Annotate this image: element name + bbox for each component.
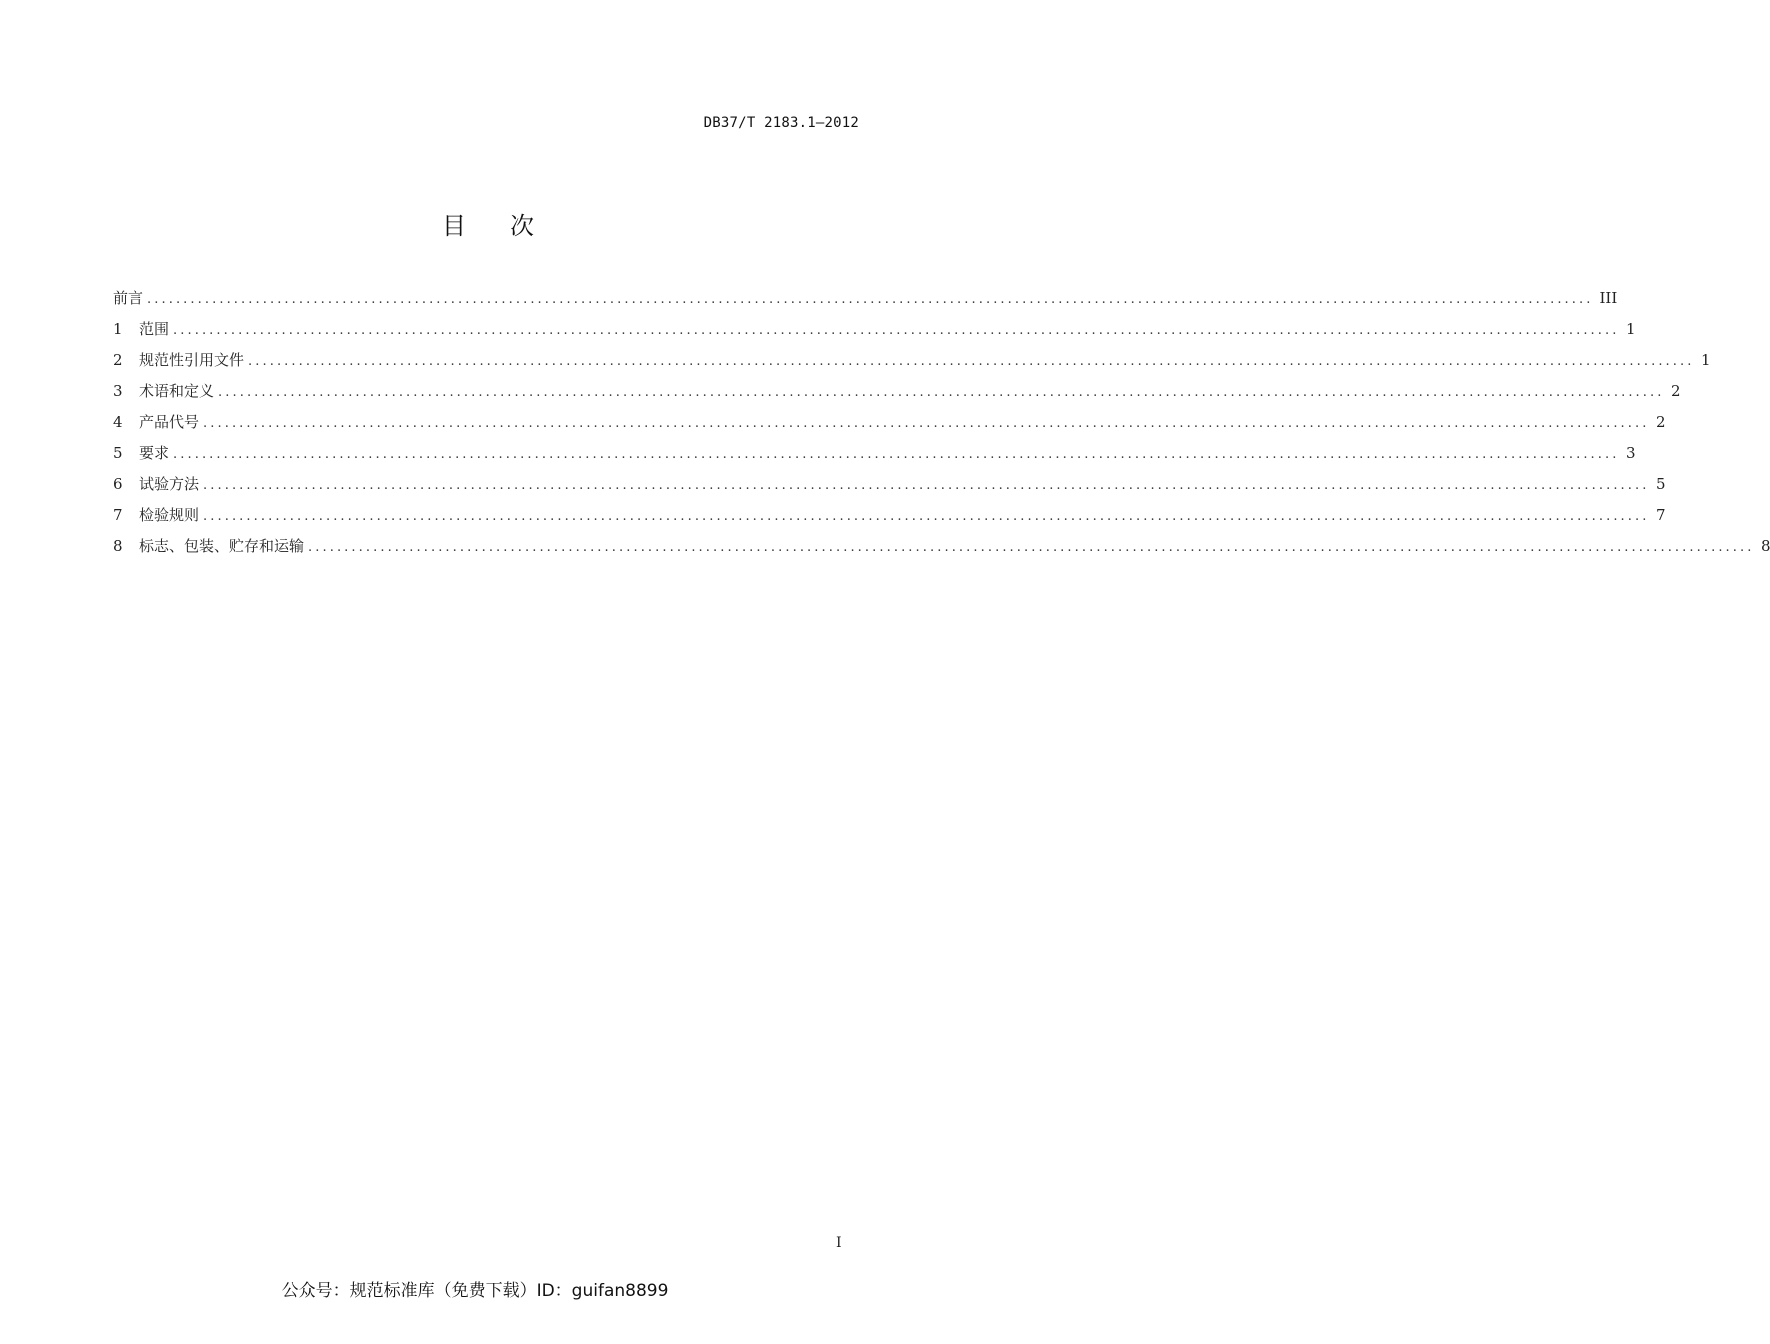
- toc-leader-dots: ........................................................................................................................................................................................................: [218, 385, 1665, 400]
- toc-leader-dots: ........................................................................................................................................................................................................: [173, 323, 1620, 338]
- toc-leader-dots: ........................................................................................................................................................................................................: [203, 416, 1650, 431]
- toc-entry-terms-definitions[interactable]: [113, 379, 1681, 410]
- toc-entry-page: 1: [1625, 320, 1636, 338]
- toc-leader-dots: ........................................................................................................................................................................................................: [203, 509, 1650, 524]
- toc-entry-title: 要求: [139, 444, 170, 462]
- toc-entry-number: 2: [113, 351, 123, 369]
- toc-entry-number: 5: [113, 444, 123, 462]
- toc-entry-number: 3: [113, 382, 123, 400]
- page-title: [0, 206, 976, 241]
- footer-watermark-text: 公众号：规范标准库（免费下载）ID：guifan8899: [281, 1281, 669, 1301]
- toc-entry-page: 8: [1760, 537, 1770, 555]
- toc-leader-dots: ........................................................................................................................................................................................................: [173, 447, 1620, 462]
- toc-entry-title: 产品代号: [139, 413, 200, 431]
- toc-leader-dots: ........................................................................................................................................................................................................: [248, 354, 1695, 369]
- toc-entry-number: 7: [113, 506, 123, 524]
- toc-entry-marking-packaging[interactable]: [113, 534, 1770, 565]
- page-number: I: [836, 1235, 842, 1251]
- document-id: DB37/T 2183.1—2012: [703, 115, 859, 131]
- title-char-2: 次: [510, 212, 534, 240]
- toc-entry-normative-references[interactable]: [113, 348, 1711, 379]
- toc-entry-title: 检验规则: [139, 506, 200, 524]
- table-of-contents: [113, 286, 1770, 565]
- toc-entry-inspection-rules[interactable]: [113, 503, 1666, 534]
- toc-entry-requirements[interactable]: [113, 441, 1636, 472]
- toc-entry-title: 规范性引用文件: [139, 351, 245, 369]
- toc-leader-dots: ........................................................................................................................................................................................................: [203, 478, 1650, 493]
- toc-leader-dots: ........................................................................................................................................................................................................: [308, 540, 1755, 555]
- title-char-1: 目: [442, 212, 466, 240]
- toc-entry-page: 5: [1655, 475, 1666, 493]
- toc-leader-dots: ........................................................................................................................................................................................................: [147, 292, 1594, 307]
- toc-entry-page: 3: [1625, 444, 1636, 462]
- toc-entry-number: 6: [113, 475, 123, 493]
- toc-entry-title: 标志、包装、贮存和运输: [139, 537, 305, 555]
- toc-entry-page: 1: [1700, 351, 1711, 369]
- toc-entry-number: 1: [113, 320, 123, 338]
- toc-entry-page: 2: [1655, 413, 1666, 431]
- toc-entry-preface[interactable]: [113, 286, 1618, 317]
- toc-entry-title: 试验方法: [139, 475, 200, 493]
- toc-entry-title: 范围: [139, 320, 170, 338]
- toc-entry-product-code[interactable]: [113, 410, 1666, 441]
- toc-entry-title: 术语和定义: [139, 382, 215, 400]
- toc-entry-page: 2: [1670, 382, 1681, 400]
- toc-entry-number: 4: [113, 413, 123, 431]
- toc-entry-scope[interactable]: [113, 317, 1636, 348]
- toc-entry-number: 8: [113, 537, 123, 555]
- toc-entry-page: III: [1599, 289, 1618, 307]
- toc-entry-test-methods[interactable]: [113, 472, 1666, 503]
- toc-entry-title: 前言: [113, 289, 144, 307]
- toc-entry-page: 7: [1655, 506, 1666, 524]
